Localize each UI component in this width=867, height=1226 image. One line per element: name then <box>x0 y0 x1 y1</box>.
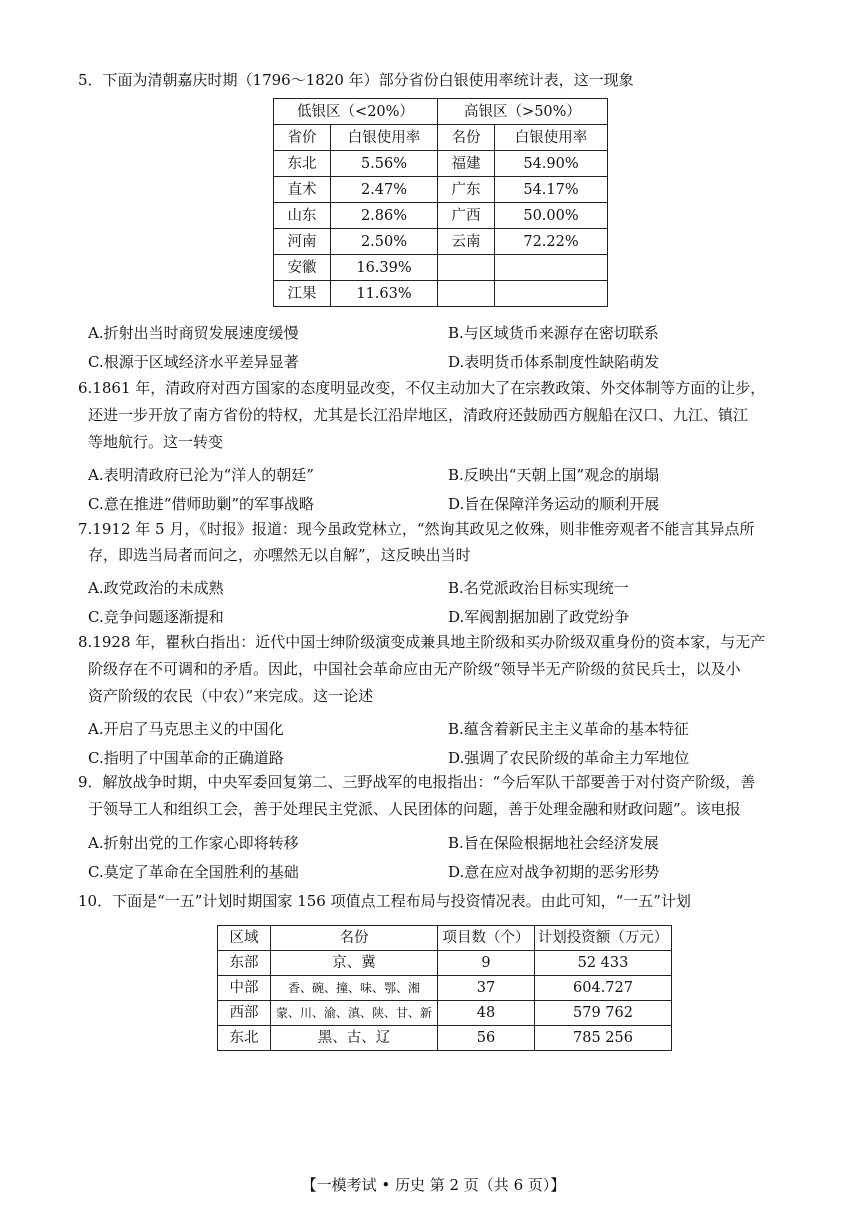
table-cell: 54.90% <box>495 151 608 177</box>
q9-option-c: C.莫定了革命在全国胜利的基础 <box>88 863 299 881</box>
table-cell: 黑、古、辽 <box>271 1026 438 1051</box>
table-cell: 安徽 <box>274 255 331 281</box>
table-cell: 2.86% <box>331 203 438 229</box>
table-cell <box>438 281 495 307</box>
table-row <box>274 281 608 307</box>
q5-silver-table <box>273 98 608 307</box>
col-header: 白银使用率 <box>495 125 608 151</box>
table-cell: 785 256 <box>535 1026 672 1051</box>
table-cell <box>495 281 608 307</box>
q5-option-c: C.根源于区域经济水平差异显著 <box>88 353 299 371</box>
q6-option-a: A.表明清政府已沦为“洋人的朝廷” <box>88 466 314 484</box>
table-row <box>274 203 608 229</box>
table-cell: 福建 <box>438 151 495 177</box>
table-cell: 54.17% <box>495 177 608 203</box>
table-cell: 37 <box>438 976 535 1001</box>
table-cell: 56 <box>438 1026 535 1051</box>
table-cell: 5.56% <box>331 151 438 177</box>
col-header: 计划投资额（万元） <box>535 926 672 951</box>
col-header: 项目数（个） <box>438 926 535 951</box>
table-row <box>218 1026 672 1051</box>
table-cell: 香、碗、撞、味、鄂、湘 <box>271 976 438 1001</box>
table-cell <box>495 255 608 281</box>
table-cell: 11.63% <box>331 281 438 307</box>
q8-option-d: D.强调了农民阶级的革命主力军地位 <box>448 749 690 767</box>
q8-stem-line: 阶级存在不可调和的矛盾。因此，中国社会革命应由无产阶级“领导半无产阶级的贫民兵士，以及小 <box>88 660 741 678</box>
q10-stem: 10．下面是“一五”计划时期国家 156 项值点工程布局与投资情况表。由此可知，“一五”计划 <box>78 892 691 910</box>
page-footer: 【一模考试 • 历史 第 2 页（共 6 页）】 <box>301 1176 566 1194</box>
table-cell <box>438 255 495 281</box>
q10-investment-table <box>217 925 672 1051</box>
q5-option-b: B.与区域货币来源存在密切联系 <box>448 324 659 342</box>
q6-stem-line: 等地航行。这一转变 <box>88 433 224 451</box>
table-cell: 2.50% <box>331 229 438 255</box>
q8-option-c: C.指明了中国革命的正确道路 <box>88 749 284 767</box>
q5-option-d: D.表明货币体系制度性缺陷萌发 <box>448 353 660 371</box>
col-header: 区域 <box>218 926 271 951</box>
table-cell: 西部 <box>218 1001 271 1026</box>
q8-option-a: A.开启了马克思主义的中国化 <box>88 720 284 738</box>
table-cell: 蒙、川、渝、滇、陕、甘、新 <box>271 1001 438 1026</box>
q8-option-b: B.蕴含着新民主主义革命的基本特征 <box>448 720 689 738</box>
q8-stem-line: 8.1928 年，瞿秋白指出：近代中国士绅阶级演变成兼具地主阶级和买办阶级双重身份的资本家，与无产 <box>78 633 766 651</box>
q9-option-b: B.旨在保险根据地社会经济发展 <box>448 834 659 852</box>
table-cell: 72.22% <box>495 229 608 255</box>
table-cell: 16.39% <box>331 255 438 281</box>
table-cell: 52 433 <box>535 951 672 976</box>
high-silver-header: 高银区（>50%） <box>438 99 608 125</box>
q7-option-d: D.军阀割据加剧了政党纷争 <box>448 608 630 626</box>
table-cell: 山东 <box>274 203 331 229</box>
q9-stem-line: 9．解放战争时期，中央军委回复第二、三野战军的电报指出：“今后军队干部要善于对付资产阶级，善 <box>78 773 756 791</box>
table-cell: 云南 <box>438 229 495 255</box>
col-header: 白银使用率 <box>331 125 438 151</box>
table-row <box>274 255 608 281</box>
col-header: 名份 <box>271 926 438 951</box>
q7-stem-line: 存，即选当局者而问之，亦嘿然无以自解”，这反映出当时 <box>88 546 471 564</box>
table-row <box>218 951 672 976</box>
q6-option-c: C.意在推进“借师助剿”的军事战略 <box>88 495 315 513</box>
table-row <box>274 177 608 203</box>
q7-option-a: A.政党政治的未成熟 <box>88 579 224 597</box>
q7-stem-line: 7.1912 年 5 月，《时报》报道：现今虽政党林立，“然询其政见之攸殊，则非惟旁观者不能言其异点所 <box>78 520 755 538</box>
table-cell: 东部 <box>218 951 271 976</box>
q5-option-a: A.折射出当时商贸发展速度缓慢 <box>88 324 299 342</box>
col-header: 省价 <box>274 125 331 151</box>
table-cell: 京、冀 <box>271 951 438 976</box>
q6-option-d: D.旨在保障洋务运动的顺利开展 <box>448 495 660 513</box>
table-cell: 东北 <box>274 151 331 177</box>
table-cell: 江果 <box>274 281 331 307</box>
table-cell: 9 <box>438 951 535 976</box>
table-cell: 直术 <box>274 177 331 203</box>
table-cell: 河南 <box>274 229 331 255</box>
table-cell: 579 762 <box>535 1001 672 1026</box>
table-cell: 广东 <box>438 177 495 203</box>
table-row <box>274 229 608 255</box>
table-cell: 中部 <box>218 976 271 1001</box>
low-silver-header: 低银区（<20%） <box>274 99 438 125</box>
q6-stem-line: 6.1861 年，清政府对西方国家的态度明显改变，不仅主动加大了在宗教政策、外交体制等方面的让步， <box>78 379 766 397</box>
table-cell: 广西 <box>438 203 495 229</box>
q9-option-a: A.折射出党的工作家心即将转移 <box>88 834 299 852</box>
table-cell: 2.47% <box>331 177 438 203</box>
q8-stem-line: 资产阶级的农民（中农）”来完成。这一论述 <box>88 687 374 705</box>
col-header: 名份 <box>438 125 495 151</box>
table-cell: 东北 <box>218 1026 271 1051</box>
q9-option-d: D.意在应对战争初期的恶劣形势 <box>448 863 660 881</box>
q6-stem-line: 还进一步开放了南方省份的特权，尤其是长江沿岸地区，清政府还鼓励西方舰船在汉口、九江、镇江 <box>88 406 749 424</box>
q6-option-b: B.反映出“天朝上国”观念的崩塌 <box>448 466 660 484</box>
table-cell: 48 <box>438 1001 535 1026</box>
q9-stem-line: 于领导工人和组织工会，善于处理民主党派、人民团体的问题，善于处理金融和财政问题”。该电报 <box>88 800 741 818</box>
table-row <box>218 1001 672 1026</box>
table-row <box>274 151 608 177</box>
table-cell: 50.00% <box>495 203 608 229</box>
table-row <box>218 976 672 1001</box>
q7-option-c: C.竞争问题逐渐提和 <box>88 608 224 626</box>
q7-option-b: B.名党派政治目标实现统一 <box>448 579 629 597</box>
table-cell: 604.727 <box>535 976 672 1001</box>
q5-stem: 5．下面为清朝嘉庆时期（1796～1820 年）部分省份白银使用率统计表，这一现象 <box>78 71 634 89</box>
